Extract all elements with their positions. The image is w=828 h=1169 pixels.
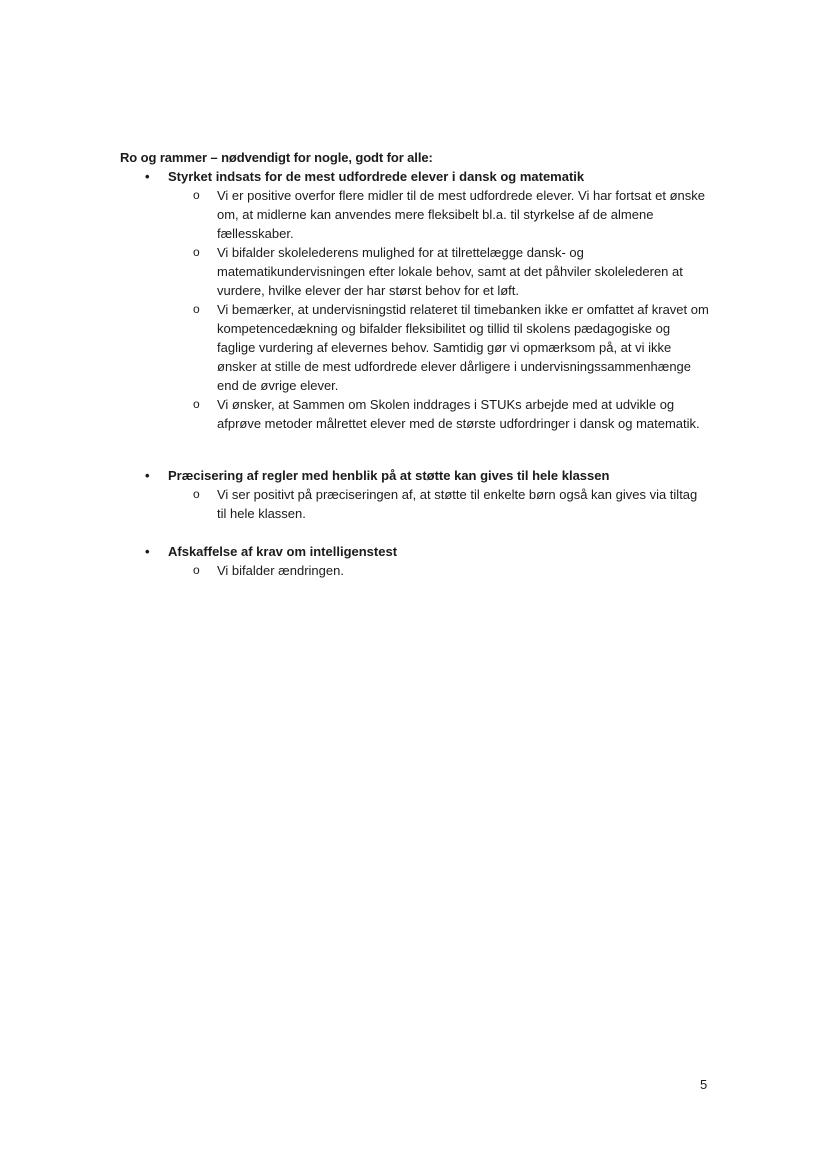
bullet-icon: • [145,468,150,483]
sub-item [193,485,709,523]
circle-bullet-icon: o [193,302,200,316]
sub-list [193,485,745,523]
sub-item-text: Vi bemærker, at undervisningstid relateret til timebanken ikke er omfattet af kravet om kompetencedækning og bifalder fleksibilitet og tillid til skolens pædagogiske og faglige vurdering af elevernes behov. Samtidig gør vi opmærksom på, at vi ikke ønsker at stille de mest udfordrede elever dårligere i undervisningssammenhænge end de øvrige elever. [217,302,709,393]
section-afskaffelse [145,542,745,580]
bullet-icon: • [145,544,150,559]
bullet-item [145,542,745,561]
sub-item-text: Vi bifalder ændringen. [217,563,344,578]
sub-item-text: Vi ser positivt på præciseringen af, at støtte til enkelte børn også kan gives via tiltag til hele klassen. [217,487,698,521]
page-number: 5 [700,1077,708,1092]
bullet-title: Præcisering af regler med henblik på at støtte kan gives til hele klassen [168,468,610,483]
sub-item [193,395,709,433]
sub-item-text: Vi er positive overfor flere midler til de mest udfordrede elever. Vi har fortsat et ønske om, at midlerne kan anvendes mere fleksibelt bl.a. til styrkelse af de almene fællesskaber. [217,188,705,241]
circle-bullet-icon: o [193,188,200,202]
circle-bullet-icon: o [193,563,200,577]
sub-item-text: Vi ønsker, at Sammen om Skolen inddrages i STUKs arbejde med at udvikle og afprøve metoder målrettet elever med de største udfordringer i dansk og matematik. [217,397,700,431]
sub-item [193,243,709,300]
circle-bullet-icon: o [193,245,200,259]
sub-item-text: Vi bifalder skolelederens mulighed for at tilrettelægge dansk- og matematikundervisningen efter lokale behov, samt at det påhviler skolelederen at vurdere, hvilke elever der har størst behov for et løft. [217,245,683,298]
section-praecisering [145,466,745,523]
bullet-title: Afskaffelse af krav om intelligenstest [168,544,398,559]
sub-item [193,186,709,243]
circle-bullet-icon: o [193,397,200,411]
section-heading: Ro og rammer – nødvendigt for nogle, godt for alle: [120,150,433,165]
circle-bullet-icon: o [193,487,200,501]
sub-item [193,561,709,580]
section-styrket-indsats [145,167,745,433]
sub-list [193,186,745,433]
bullet-item [145,167,745,186]
bullet-item [145,466,745,485]
bullet-icon: • [145,169,150,184]
sub-item [193,300,709,395]
sub-list [193,561,745,580]
bullet-title: Styrket indsats for de mest udfordrede elever i dansk og matematik [168,169,585,184]
